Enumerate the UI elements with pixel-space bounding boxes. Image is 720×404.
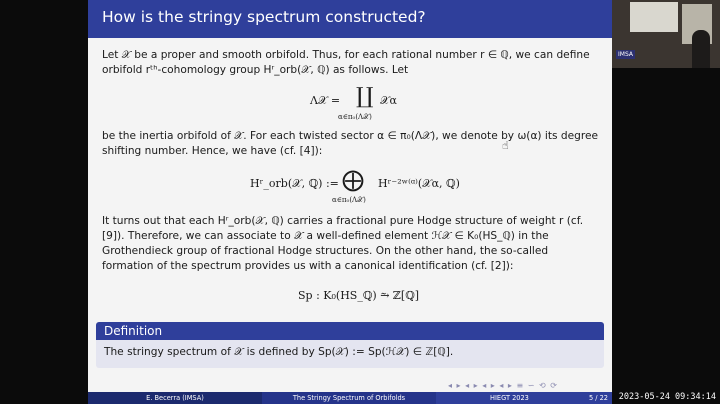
- equation-2-subscript: α∈π₀(Λ𝒳): [332, 196, 366, 204]
- blackboard-image: [630, 2, 678, 32]
- speaker-camera-feed: [612, 0, 720, 68]
- video-timestamp: 2023-05-24 09:34:14: [618, 392, 716, 402]
- definition-title: Definition: [96, 322, 604, 340]
- footer-conference: HIEGT 2023: [490, 394, 529, 402]
- equation-2-rhs: Hʳ⁻²ʷ⁽ᵅ⁾(𝒳α, ℚ): [378, 177, 460, 190]
- equation-3: Sp : K₀(HS_ℚ) ⥲ ℤ[ℚ]: [298, 289, 420, 302]
- slide-footer: [88, 392, 612, 404]
- speaker-silhouette: [692, 30, 710, 68]
- footer-page-number: 5 / 22: [589, 394, 608, 402]
- paragraph-1: Let 𝒳 be a proper and smooth orbifold. Thus, for each rational number r ∈ ℚ, we can define orbifold rᵗʰ-cohomology group Hʳ_orb(𝒳, ℚ) as follows. Let: [102, 49, 590, 76]
- definition-block: [96, 322, 604, 368]
- equation-1-rhs: 𝒳α: [380, 94, 397, 107]
- slide: [88, 0, 612, 404]
- equation-1-lhs: Λ𝒳 =: [310, 94, 341, 107]
- equation-2-lhs: Hʳ_orb(𝒳, ℚ) :=: [250, 177, 339, 190]
- footer-author: E. Becerra (IMSA): [88, 392, 262, 404]
- footer-talk-title: The Stringy Spectrum of Orbifolds: [262, 392, 436, 404]
- camera-logo: IMSA: [618, 51, 633, 58]
- equation-2-operator: ⨁: [342, 168, 364, 193]
- slide-title: How is the stringy spectrum constructed?: [102, 8, 426, 26]
- footer-right: [436, 392, 612, 404]
- slide-title-bar: [88, 0, 612, 38]
- equation-1-subscript: α∈π₀(Λ𝒳): [338, 113, 372, 121]
- paragraph-2: be the inertia orbifold of 𝒳. For each twisted sector α ∈ π₀(Λ𝒳), we denote by ω(α) its degree shifting number. Hence, we have (cf. [4]):: [102, 130, 599, 157]
- beamer-navigation-icons[interactable]: ◂ ▸ ◂ ▸ ◂ ▸ ◂ ▸ ≡ ∽ ⟲ ⟳: [448, 381, 558, 390]
- definition-text: The stringy spectrum of 𝒳 is defined by Sp(𝒳) := Sp(ℋ𝒳) ∈ ℤ[ℚ].: [96, 340, 604, 368]
- equation-1-operator: ∐: [356, 84, 374, 109]
- hand-cursor-icon: ☝: [502, 139, 509, 152]
- paragraph-3: It turns out that each Hʳ_orb(𝒳, ℚ) carries a fractional pure Hodge structure of weight r (cf. [9]). Therefore, we can associate to 𝒳 a well-defined element ℋ𝒳 ∈ K₀(HS_ℚ) in the Grothendieck group of fractional Hodge structures. On the other hand, the so-called formation of the spectrum provides us with a canonical identification (cf. [2]):: [102, 215, 584, 272]
